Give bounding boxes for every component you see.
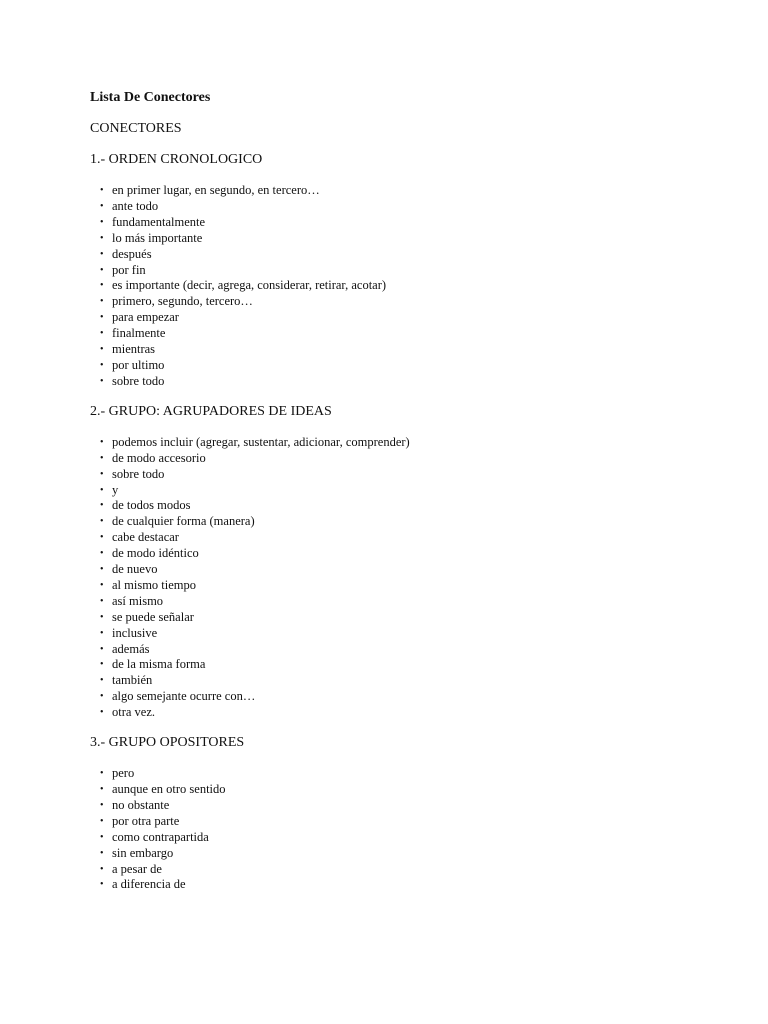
list-item-text: primero, segundo, tercero… bbox=[112, 294, 253, 309]
bullet-icon: • bbox=[100, 659, 104, 671]
bullet-icon: • bbox=[100, 280, 104, 292]
list-item bbox=[100, 689, 730, 705]
bullet-list bbox=[90, 183, 730, 390]
section-heading: 1.- ORDEN CRONOLOGICO bbox=[90, 152, 263, 167]
document-subtitle: CONECTORES bbox=[90, 121, 182, 136]
list-item bbox=[100, 705, 730, 721]
list-item-text: a diferencia de bbox=[112, 877, 186, 892]
list-item bbox=[100, 782, 730, 798]
list-item bbox=[100, 830, 730, 846]
list-item bbox=[100, 578, 730, 594]
bullet-icon: • bbox=[100, 185, 104, 196]
list-item bbox=[100, 530, 730, 546]
list-item bbox=[100, 673, 730, 689]
list-item bbox=[100, 514, 730, 530]
list-item-text: fundamentalmente bbox=[112, 214, 206, 229]
bullet-icon: • bbox=[100, 643, 104, 655]
list-item bbox=[100, 215, 730, 231]
list-item-text: al mismo tiempo bbox=[112, 577, 197, 592]
list-item bbox=[100, 846, 730, 862]
list-item-text: algo semejante ocurre con… bbox=[112, 689, 256, 704]
list-item-text: aunque en otro sentido bbox=[112, 782, 226, 796]
list-item-text: por fin bbox=[112, 262, 146, 277]
section-heading: 2.- GRUPO: AGRUPADORES DE IDEAS bbox=[90, 403, 332, 419]
list-item-text: sobre todo bbox=[112, 466, 165, 481]
document-page bbox=[90, 89, 730, 893]
list-item-text: cabe destacar bbox=[112, 530, 179, 545]
bullet-icon: • bbox=[100, 232, 104, 244]
bullet-icon: • bbox=[100, 468, 104, 480]
list-item-text: como contrapartida bbox=[112, 829, 209, 844]
bullet-icon: • bbox=[100, 768, 104, 780]
list-item-text: a pesar de bbox=[112, 861, 162, 876]
list-item-text: lo más importante bbox=[112, 230, 203, 245]
list-item bbox=[100, 342, 730, 358]
bullet-icon: • bbox=[100, 452, 104, 464]
section-orden-cronologico bbox=[90, 151, 730, 390]
list-item-text: de la misma forma bbox=[112, 657, 206, 672]
bullet-icon: • bbox=[100, 532, 104, 544]
bullet-icon: • bbox=[100, 707, 104, 719]
bullet-icon: • bbox=[100, 784, 104, 795]
bullet-icon: • bbox=[100, 344, 104, 356]
list-item bbox=[100, 310, 730, 326]
bullet-icon: • bbox=[100, 200, 104, 212]
list-item bbox=[100, 798, 730, 814]
list-item bbox=[100, 562, 730, 578]
list-item bbox=[100, 467, 730, 483]
bullet-list bbox=[90, 435, 730, 721]
bullet-icon: • bbox=[100, 516, 104, 528]
bullet-icon: • bbox=[100, 564, 104, 576]
list-item bbox=[100, 358, 730, 374]
list-item-text: por ultimo bbox=[112, 357, 165, 372]
bullet-icon: • bbox=[100, 691, 104, 703]
list-item bbox=[100, 294, 730, 310]
section-agrupadores-de-ideas bbox=[90, 403, 730, 721]
list-item-text: no obstante bbox=[112, 797, 170, 812]
list-item bbox=[100, 814, 730, 830]
list-item-text: de cualquier forma (manera) bbox=[112, 514, 255, 529]
list-item bbox=[100, 642, 730, 658]
bullet-icon: • bbox=[100, 799, 104, 811]
bullet-icon: • bbox=[100, 500, 104, 512]
bullet-icon: • bbox=[100, 312, 104, 324]
bullet-icon: • bbox=[100, 264, 104, 276]
list-item-text: por otra parte bbox=[112, 813, 180, 828]
list-item-text: después bbox=[112, 246, 152, 261]
bullet-icon: • bbox=[100, 595, 104, 607]
list-item bbox=[100, 451, 730, 467]
bullet-icon: • bbox=[100, 611, 104, 623]
bullet-icon: • bbox=[100, 359, 104, 371]
list-item bbox=[100, 231, 730, 247]
list-item-text: ante todo bbox=[112, 198, 159, 213]
bullet-icon: • bbox=[100, 216, 104, 228]
document-title: Lista De Conectores bbox=[90, 90, 211, 105]
list-item bbox=[100, 657, 730, 673]
bullet-icon: • bbox=[100, 436, 104, 448]
bullet-icon: • bbox=[100, 296, 104, 308]
list-item bbox=[100, 183, 730, 199]
section-opositores bbox=[90, 734, 730, 893]
list-item bbox=[100, 626, 730, 642]
list-item-text: de nuevo bbox=[112, 562, 158, 577]
bullet-icon: • bbox=[100, 579, 104, 591]
bullet-icon: • bbox=[100, 248, 104, 260]
list-item-text: de todos modos bbox=[112, 498, 191, 513]
list-item bbox=[100, 263, 730, 279]
list-item-text: finalmente bbox=[112, 326, 166, 341]
list-item-text: pero bbox=[112, 766, 135, 781]
list-item bbox=[100, 498, 730, 514]
section-heading: 3.- GRUPO OPOSITORES bbox=[90, 735, 245, 751]
list-item-text: para empezar bbox=[112, 310, 179, 325]
list-item-text: además bbox=[112, 641, 150, 656]
list-item-text: podemos incluir (agregar, sustentar, adicionar, comprender) bbox=[112, 434, 410, 449]
list-item bbox=[100, 877, 730, 893]
list-item bbox=[100, 247, 730, 263]
bullet-icon: • bbox=[100, 328, 104, 340]
list-item-text: otra vez. bbox=[112, 705, 156, 720]
list-item bbox=[100, 862, 730, 878]
list-item-text: inclusive bbox=[112, 625, 158, 640]
list-item-text: de modo idéntico bbox=[112, 546, 199, 561]
list-item bbox=[100, 594, 730, 610]
list-item bbox=[100, 610, 730, 626]
list-item-text: también bbox=[112, 673, 153, 688]
list-item bbox=[100, 199, 730, 215]
list-item-text: y bbox=[112, 482, 119, 497]
list-item bbox=[100, 326, 730, 342]
bullet-icon: • bbox=[100, 675, 104, 687]
list-item-text: mientras bbox=[112, 342, 156, 357]
bullet-list bbox=[90, 766, 730, 893]
list-item bbox=[100, 483, 730, 499]
bullet-icon: • bbox=[100, 627, 104, 639]
list-item-text: sobre todo bbox=[112, 373, 165, 388]
list-item-text: se puede señalar bbox=[112, 609, 194, 624]
bullet-icon: • bbox=[100, 548, 104, 560]
bullet-icon: • bbox=[100, 815, 104, 827]
bullet-icon: • bbox=[100, 879, 104, 891]
list-item bbox=[100, 374, 730, 390]
list-item bbox=[100, 546, 730, 562]
list-item bbox=[100, 766, 730, 782]
bullet-icon: • bbox=[100, 863, 104, 875]
bullet-icon: • bbox=[100, 831, 104, 843]
list-item-text: sin embargo bbox=[112, 845, 174, 860]
list-item bbox=[100, 435, 730, 451]
list-item-text: así mismo bbox=[112, 593, 164, 608]
list-item-text: de modo accesorio bbox=[112, 450, 206, 465]
list-item bbox=[100, 278, 730, 294]
bullet-icon: • bbox=[100, 375, 104, 387]
bullet-icon: • bbox=[100, 484, 104, 496]
bullet-icon: • bbox=[100, 847, 104, 859]
list-item-text: en primer lugar, en segundo, en tercero… bbox=[112, 183, 320, 197]
list-item-text: es importante (decir, agrega, considerar, retirar, acotar) bbox=[112, 278, 387, 293]
